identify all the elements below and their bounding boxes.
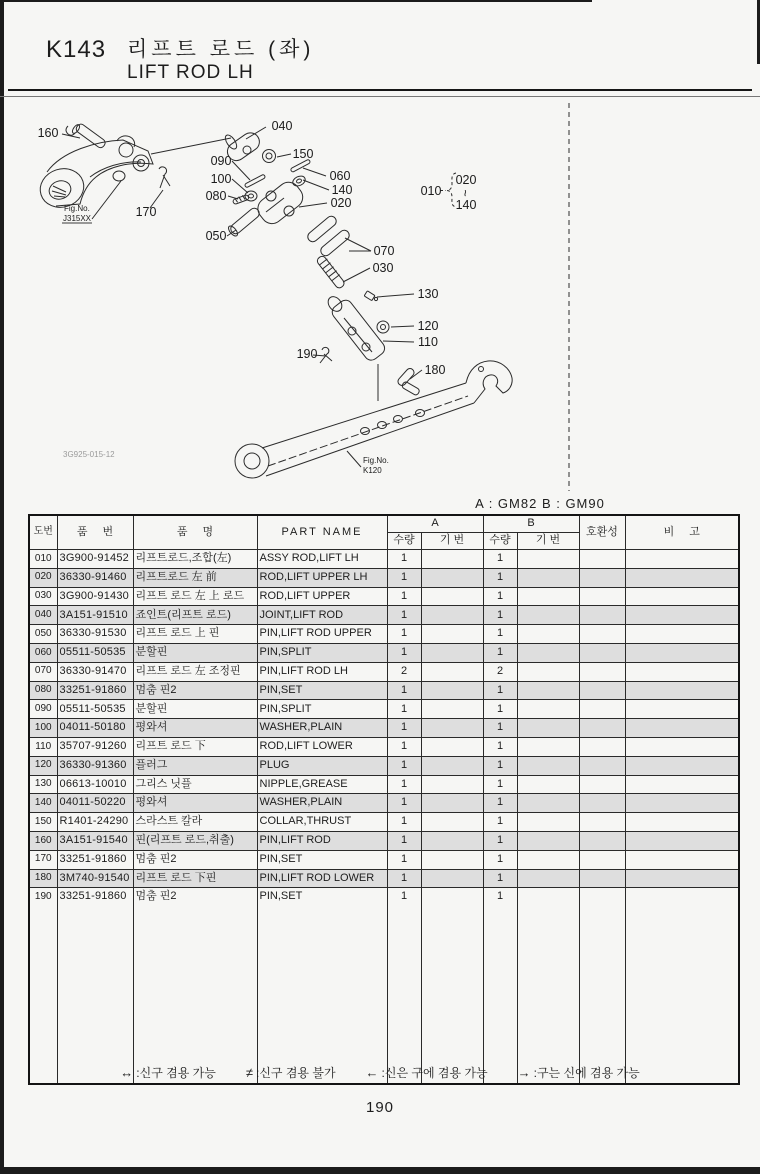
cell-name-ko: 평와셔 <box>133 794 257 813</box>
cell-part-no: 36330-91460 <box>57 568 133 587</box>
legend-text: :신은 구에 겸용 가능 <box>381 1066 488 1080</box>
col-header-group-b: B <box>483 515 579 533</box>
cell-name-ko: 리프트 로드 下 <box>133 737 257 756</box>
cell-a-qty: 1 <box>387 888 421 906</box>
cell-name-ko: 멈춤 핀2 <box>133 850 257 869</box>
part-shape-plug-120 <box>377 321 389 333</box>
page-title-korean: 리프트 로드 (좌) <box>127 38 315 61</box>
cell-a-serial <box>421 700 483 719</box>
part-shape-lift-arm <box>35 136 153 213</box>
cell-part-no: 33251-91860 <box>57 850 133 869</box>
cell-a-qty: 1 <box>387 587 421 606</box>
cell-remarks <box>625 719 739 738</box>
cell-fig-no: 190 <box>29 888 57 906</box>
part-callout-120: 120 <box>417 319 439 333</box>
table-row <box>29 756 739 775</box>
cell-part-name: PLUG <box>257 756 387 775</box>
cell-remarks <box>625 775 739 794</box>
cell-b-qty: 1 <box>483 587 517 606</box>
cell-b-serial <box>517 869 579 888</box>
cell-fig-no: 040 <box>29 606 57 625</box>
cell-b-qty: 1 <box>483 643 517 662</box>
part-callout-040: 040 <box>271 119 293 133</box>
cell-remarks <box>625 625 739 644</box>
cell-a-qty: 1 <box>387 643 421 662</box>
part-callout-140: 140 <box>331 183 353 197</box>
cell-b-serial <box>517 850 579 869</box>
table-row <box>29 831 739 850</box>
cell-part-no: 04011-50180 <box>57 719 133 738</box>
part-callout-090: 090 <box>210 154 232 168</box>
cell-part-name: ROD,LIFT UPPER <box>257 587 387 606</box>
cell-remarks <box>625 681 739 700</box>
table-row <box>29 550 739 569</box>
empty-row <box>29 906 739 1084</box>
part-callout-160: 160 <box>37 126 59 140</box>
cell-name-ko: 스라스트 칼라 <box>133 813 257 832</box>
cell-b-serial <box>517 587 579 606</box>
table-row <box>29 568 739 587</box>
parts-table-header <box>29 515 739 550</box>
fig-ref-link <box>363 456 389 475</box>
cell-a-qty: 1 <box>387 719 421 738</box>
cell-fig-no: 140 <box>29 794 57 813</box>
table-row <box>29 681 739 700</box>
cell-part-name: WASHER,PLAIN <box>257 794 387 813</box>
col-header-part-no: 품 번 <box>57 515 133 550</box>
cell-compat <box>579 550 625 569</box>
cell-fig-no: 100 <box>29 719 57 738</box>
cell-a-qty: 1 <box>387 606 421 625</box>
parts-table-body <box>29 550 739 907</box>
cell-fig-no: 130 <box>29 775 57 794</box>
cell-a-qty: 1 <box>387 550 421 569</box>
part-callout-150: 150 <box>292 147 314 161</box>
part-callout-080: 080 <box>205 189 227 203</box>
legend-text: :신구 겸용 가능 <box>136 1066 216 1080</box>
cell-b-qty: 1 <box>483 700 517 719</box>
cell-part-name: PIN,LIFT ROD LOWER <box>257 869 387 888</box>
scan-edge-top <box>0 0 592 2</box>
cell-fig-no: 090 <box>29 700 57 719</box>
cell-b-serial <box>517 719 579 738</box>
cell-b-qty: 1 <box>483 756 517 775</box>
table-row <box>29 737 739 756</box>
cell-b-qty: 1 <box>483 568 517 587</box>
cell-b-serial <box>517 756 579 775</box>
cell-fig-no: 030 <box>29 587 57 606</box>
cell-part-name: PIN,SET <box>257 850 387 869</box>
cell-b-qty: 1 <box>483 850 517 869</box>
cell-b-serial <box>517 775 579 794</box>
cell-a-serial <box>421 550 483 569</box>
cell-b-serial <box>517 888 579 906</box>
header-rule <box>8 89 752 91</box>
scan-edge-bottom <box>0 1167 760 1174</box>
cell-remarks <box>625 568 739 587</box>
cell-remarks <box>625 869 739 888</box>
cell-compat <box>579 625 625 644</box>
table-row <box>29 719 739 738</box>
cell-compat <box>579 813 625 832</box>
cell-part-no: 35707-91260 <box>57 737 133 756</box>
group-callout-010 <box>421 173 477 212</box>
legend-text: :신구 겸용 불가 <box>255 1066 336 1080</box>
table-row <box>29 775 739 794</box>
part-shape-threaded-rod-030 <box>316 255 346 290</box>
table-row <box>29 643 739 662</box>
legend-item <box>366 1064 488 1081</box>
part-callout-180: 180 <box>424 363 446 377</box>
cell-name-ko: 그리스 닛플 <box>133 775 257 794</box>
not-equal-icon: ≠ <box>245 1065 253 1080</box>
cell-b-qty: 1 <box>483 737 517 756</box>
cell-compat <box>579 794 625 813</box>
cell-name-ko: 평와셔 <box>133 719 257 738</box>
table-row <box>29 794 739 813</box>
page-title-english: LIFT ROD LH <box>127 62 254 83</box>
part-callout-110: 110 <box>418 335 438 349</box>
cell-part-no: 3G900-91430 <box>57 587 133 606</box>
cell-remarks <box>625 550 739 569</box>
svg-text:Fig.No.: Fig.No. <box>363 456 389 465</box>
cell-compat <box>579 587 625 606</box>
cell-a-qty: 1 <box>387 625 421 644</box>
cell-b-qty: 1 <box>483 813 517 832</box>
cell-b-serial <box>517 700 579 719</box>
cell-name-ko: 멈춤 핀2 <box>133 888 257 906</box>
cell-compat <box>579 719 625 738</box>
cell-name-ko: 리프트로드,조합(左) <box>133 550 257 569</box>
part-shape-grease-nipple-130 <box>364 291 377 301</box>
cell-a-qty: 1 <box>387 756 421 775</box>
cell-a-serial <box>421 756 483 775</box>
cell-part-no: 04011-50220 <box>57 794 133 813</box>
cell-a-qty: 1 <box>387 775 421 794</box>
table-row <box>29 662 739 681</box>
svg-text:Fig.No.: Fig.No. <box>64 204 90 213</box>
cell-part-name: PIN,SPLIT <box>257 700 387 719</box>
cell-part-name: COLLAR,THRUST <box>257 813 387 832</box>
cell-b-serial <box>517 662 579 681</box>
part-callout-030: 030 <box>372 261 394 275</box>
cell-remarks <box>625 587 739 606</box>
cell-fig-no: 180 <box>29 869 57 888</box>
cell-compat <box>579 568 625 587</box>
cell-name-ko: 핀(리프트 로드,취출) <box>133 831 257 850</box>
svg-text:J315XX: J315XX <box>63 214 92 223</box>
cell-a-serial <box>421 737 483 756</box>
cell-part-name: PIN,LIFT ROD <box>257 831 387 850</box>
cell-fig-no: 010 <box>29 550 57 569</box>
cell-a-serial <box>421 625 483 644</box>
cell-part-name: ROD,LIFT UPPER LH <box>257 568 387 587</box>
cell-remarks <box>625 737 739 756</box>
cell-b-serial <box>517 625 579 644</box>
cell-remarks <box>625 606 739 625</box>
cell-b-serial <box>517 681 579 700</box>
both-ways-arrow-icon: ↔ <box>120 1065 134 1080</box>
cell-a-serial <box>421 794 483 813</box>
drawing-number: 3G925-015-12 <box>63 450 115 459</box>
table-row <box>29 606 739 625</box>
cell-b-serial <box>517 568 579 587</box>
legend-item <box>518 1064 640 1081</box>
cell-remarks <box>625 643 739 662</box>
exploded-parts-diagram <box>0 100 760 500</box>
cell-fig-no: 020 <box>29 568 57 587</box>
cell-part-name: PIN,SET <box>257 681 387 700</box>
cell-part-no: 3A151-91510 <box>57 606 133 625</box>
cell-a-serial <box>421 888 483 906</box>
cell-a-serial <box>421 719 483 738</box>
part-callout-190: 190 <box>296 347 318 361</box>
legend-text: :구는 신에 겸용 가능 <box>533 1066 640 1080</box>
cell-a-serial <box>421 643 483 662</box>
cell-a-qty: 1 <box>387 700 421 719</box>
part-shape-lower-pin-180 <box>396 367 420 396</box>
cell-a-qty: 1 <box>387 737 421 756</box>
cell-remarks <box>625 813 739 832</box>
cell-a-qty: 2 <box>387 662 421 681</box>
cell-a-serial <box>421 831 483 850</box>
cell-name-ko: 리프트 로드 下핀 <box>133 869 257 888</box>
cell-b-qty: 1 <box>483 869 517 888</box>
parts-table <box>28 514 740 1085</box>
cell-a-qty: 1 <box>387 831 421 850</box>
part-shape-pin-090 <box>244 174 265 188</box>
left-arrow-icon: ← <box>365 1065 379 1080</box>
col-header-compat: 호환성 <box>579 515 625 550</box>
cell-part-no: 3A151-91540 <box>57 831 133 850</box>
cell-b-qty: 1 <box>483 794 517 813</box>
cell-name-ko: 분할핀 <box>133 643 257 662</box>
cell-part-no: 3G900-91452 <box>57 550 133 569</box>
table-row <box>29 813 739 832</box>
part-callout-130: 130 <box>417 287 439 301</box>
group-callout-tilde: ~ <box>458 189 472 197</box>
cell-name-ko: 플러그 <box>133 756 257 775</box>
fig-ref-arm <box>62 204 92 223</box>
right-arrow-icon: → <box>517 1065 531 1080</box>
cell-part-no: 33251-91860 <box>57 888 133 906</box>
cell-b-qty: 1 <box>483 681 517 700</box>
cell-compat <box>579 681 625 700</box>
group-callout-label: 010 <box>420 184 442 198</box>
cell-name-ko: 리프트 로드 左 上 로드 <box>133 587 257 606</box>
cell-a-serial <box>421 606 483 625</box>
cell-b-serial <box>517 643 579 662</box>
cell-a-serial <box>421 775 483 794</box>
cell-part-no: R1401-24290 <box>57 813 133 832</box>
cell-fig-no: 120 <box>29 756 57 775</box>
cell-fig-no: 070 <box>29 662 57 681</box>
table-row <box>29 625 739 644</box>
cell-a-serial <box>421 662 483 681</box>
cell-remarks <box>625 756 739 775</box>
callout-layer <box>38 119 446 377</box>
cell-a-qty: 1 <box>387 794 421 813</box>
cell-remarks <box>625 700 739 719</box>
part-callout-050: 050 <box>205 229 227 243</box>
part-callout-020: 020 <box>330 196 352 210</box>
table-row <box>29 888 739 906</box>
cell-compat <box>579 606 625 625</box>
col-header-fig-no: 도번 <box>29 515 57 550</box>
cell-fig-no: 050 <box>29 625 57 644</box>
cell-b-qty: 1 <box>483 888 517 906</box>
cell-compat <box>579 756 625 775</box>
part-shape-rod-body-110 <box>325 294 387 363</box>
cell-name-ko: 죠인트(리프트 로드) <box>133 606 257 625</box>
cell-part-no: 05511-50535 <box>57 643 133 662</box>
cell-name-ko: 분할핀 <box>133 700 257 719</box>
cell-b-serial <box>517 794 579 813</box>
cell-part-no: 06613-10010 <box>57 775 133 794</box>
variant-note: A : GM82 B : GM90 <box>475 496 605 511</box>
parts-table-empty-area <box>29 906 739 1084</box>
cell-b-serial <box>517 737 579 756</box>
col-header-remarks: 비 고 <box>625 515 739 550</box>
cell-compat <box>579 775 625 794</box>
cell-name-ko: 리프트 로드 上 핀 <box>133 625 257 644</box>
cell-part-name: NIPPLE,GREASE <box>257 775 387 794</box>
col-header-b-serial: 기 번 <box>517 533 579 550</box>
cell-b-serial <box>517 606 579 625</box>
cell-fig-no: 110 <box>29 737 57 756</box>
cell-part-name: PIN,LIFT ROD UPPER <box>257 625 387 644</box>
cell-b-qty: 1 <box>483 550 517 569</box>
part-shape-set-pin-080 <box>232 194 249 204</box>
cell-remarks <box>625 888 739 906</box>
cell-fig-no: 080 <box>29 681 57 700</box>
part-callout-170: 170 <box>135 205 157 219</box>
cell-a-qty: 1 <box>387 869 421 888</box>
part-callout-060: 060 <box>329 169 351 183</box>
col-header-name-ko: 품 명 <box>133 515 257 550</box>
col-header-group-a: A <box>387 515 483 533</box>
cell-fig-no: 150 <box>29 813 57 832</box>
cell-part-no: 3M740-91540 <box>57 869 133 888</box>
leader-lines <box>62 127 422 467</box>
cell-compat <box>579 643 625 662</box>
part-shape-pins-070 <box>306 214 351 258</box>
cell-compat <box>579 888 625 906</box>
cell-compat <box>579 662 625 681</box>
cell-a-qty: 1 <box>387 568 421 587</box>
cell-b-serial <box>517 813 579 832</box>
part-callout-070: 070 <box>373 244 395 258</box>
svg-text:K120: K120 <box>363 466 382 475</box>
cell-part-name: PIN,SET <box>257 888 387 906</box>
cell-a-serial <box>421 587 483 606</box>
cell-a-serial <box>421 681 483 700</box>
cell-remarks <box>625 850 739 869</box>
group-callout-from: 020 <box>455 173 477 187</box>
cell-b-qty: 1 <box>483 606 517 625</box>
legend-item <box>246 1064 336 1081</box>
cell-part-no: 05511-50535 <box>57 700 133 719</box>
cell-b-serial <box>517 831 579 850</box>
cell-a-serial <box>421 813 483 832</box>
cell-name-ko: 리프트로드 左 前 <box>133 568 257 587</box>
cell-part-no: 36330-91470 <box>57 662 133 681</box>
cell-compat <box>579 850 625 869</box>
header-rule-thin <box>0 96 760 97</box>
cell-fig-no: 170 <box>29 850 57 869</box>
cell-part-name: JOINT,LIFT ROD <box>257 606 387 625</box>
part-shape-split-pin-170 <box>159 167 170 188</box>
cell-b-qty: 1 <box>483 719 517 738</box>
cell-compat <box>579 831 625 850</box>
cell-compat <box>579 737 625 756</box>
cell-a-serial <box>421 869 483 888</box>
cell-a-serial <box>421 568 483 587</box>
legend-item <box>120 1064 216 1081</box>
cell-fig-no: 160 <box>29 831 57 850</box>
part-callout-100: 100 <box>210 172 232 186</box>
cell-a-serial <box>421 850 483 869</box>
cell-remarks <box>625 794 739 813</box>
col-header-b-qty: 수량 <box>483 533 517 550</box>
page-number: 190 <box>365 1099 395 1116</box>
group-callout-to: 140 <box>455 198 477 212</box>
cell-part-name: WASHER,PLAIN <box>257 719 387 738</box>
cell-part-no: 36330-91360 <box>57 756 133 775</box>
table-row <box>29 700 739 719</box>
cell-b-qty: 1 <box>483 625 517 644</box>
page-code: K143 <box>46 36 107 63</box>
cell-name-ko: 리프트 로드 左 조정핀 <box>133 662 257 681</box>
cell-name-ko: 멈춤 핀2 <box>133 681 257 700</box>
cell-a-qty: 1 <box>387 813 421 832</box>
part-shape-pin-060 <box>290 159 310 172</box>
cell-part-name: ROD,LIFT LOWER <box>257 737 387 756</box>
cell-a-qty: 1 <box>387 681 421 700</box>
col-header-a-serial: 기 번 <box>421 533 483 550</box>
table-row <box>29 850 739 869</box>
col-header-part-name: PART NAME <box>257 515 387 550</box>
cell-fig-no: 060 <box>29 643 57 662</box>
cell-compat <box>579 869 625 888</box>
cell-part-no: 33251-91860 <box>57 681 133 700</box>
part-shape-collar-150 <box>263 150 276 163</box>
cell-b-qty: 1 <box>483 831 517 850</box>
cell-remarks <box>625 662 739 681</box>
cell-part-name: ASSY ROD,LIFT LH <box>257 550 387 569</box>
col-header-a-qty: 수량 <box>387 533 421 550</box>
cell-part-name: PIN,LIFT ROD LH <box>257 662 387 681</box>
table-row <box>29 587 739 606</box>
cell-part-name: PIN,SPLIT <box>257 643 387 662</box>
legend <box>0 1064 760 1081</box>
cell-b-qty: 1 <box>483 775 517 794</box>
cell-b-qty: 2 <box>483 662 517 681</box>
cell-b-serial <box>517 550 579 569</box>
table-row <box>29 869 739 888</box>
cell-part-no: 36330-91530 <box>57 625 133 644</box>
cell-a-qty: 1 <box>387 850 421 869</box>
cell-compat <box>579 700 625 719</box>
cell-remarks <box>625 831 739 850</box>
